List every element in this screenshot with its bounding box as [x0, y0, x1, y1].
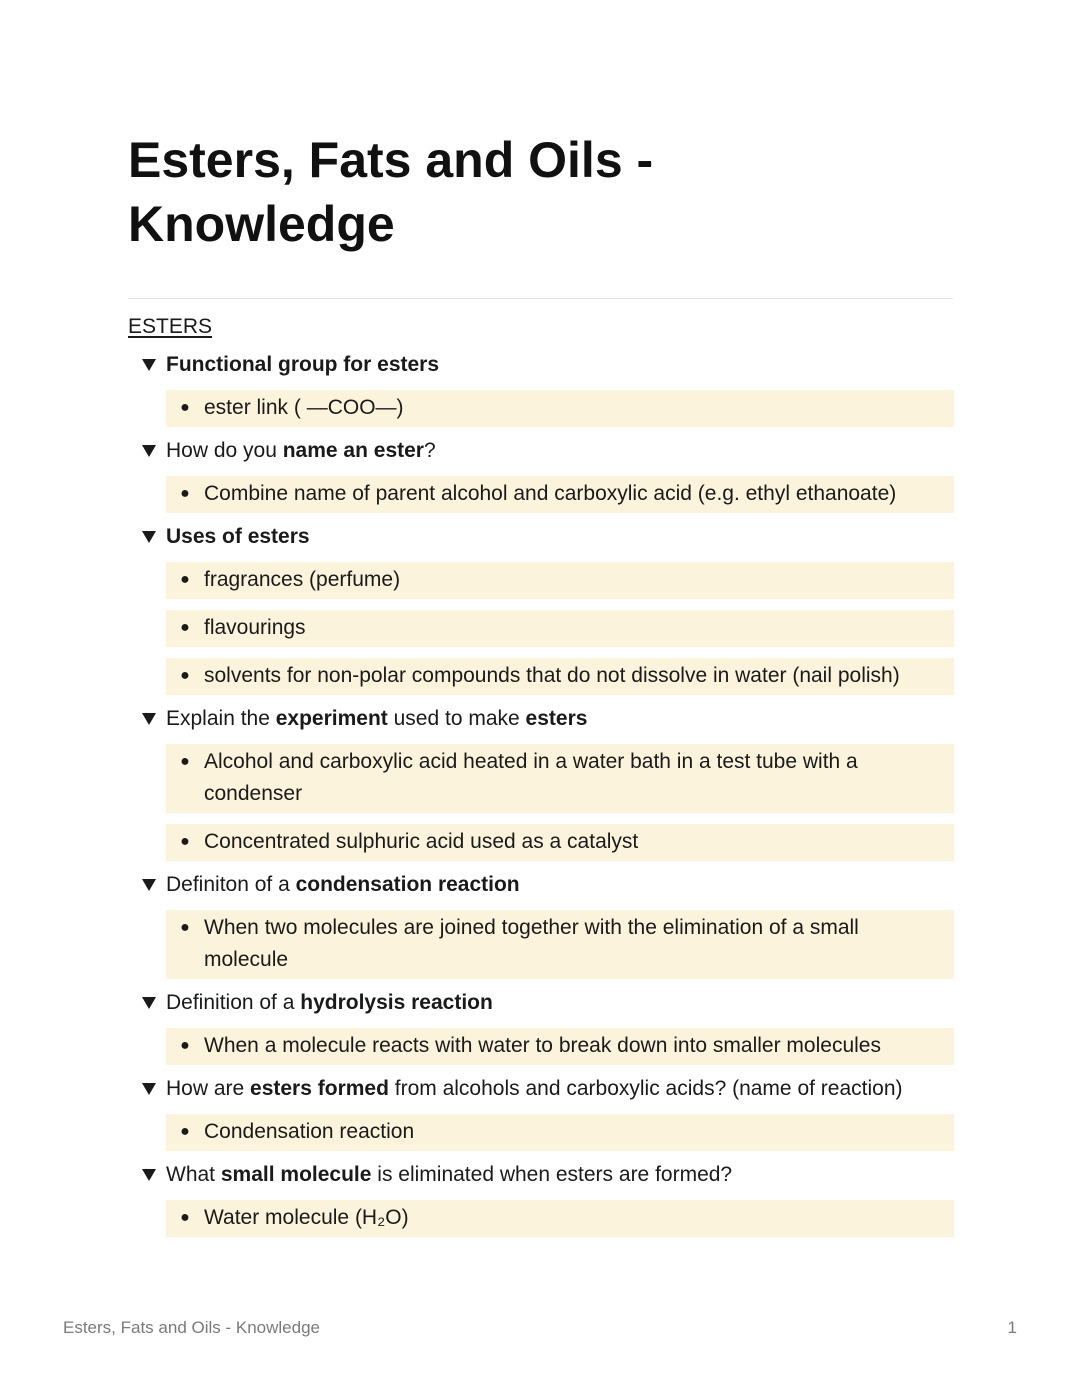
question-bold-part: experiment [275, 707, 388, 730]
answer-text: flavourings [204, 616, 306, 639]
question-bold-part: small molecule [220, 1163, 372, 1186]
answer-item [166, 824, 954, 861]
answer-item [166, 1114, 954, 1151]
answer-list [166, 910, 953, 979]
bullet-icon: ● [180, 1037, 190, 1054]
bullet-icon: ● [180, 1209, 190, 1226]
title-divider [128, 298, 953, 299]
answer-text: When a molecule reacts with water to break down into smaller molecules [204, 1034, 881, 1057]
toggle-arrow-icon[interactable] [142, 1169, 156, 1181]
toggle-arrow-icon[interactable] [142, 1083, 156, 1095]
answer-item [166, 910, 954, 979]
toggle-question[interactable] [140, 351, 953, 379]
answer-item [166, 562, 954, 599]
question-text [166, 705, 587, 733]
answer-list [166, 1114, 953, 1151]
title-line-2: Knowledge [128, 196, 395, 252]
toggle-arrow-icon[interactable] [142, 997, 156, 1009]
answer-item [166, 744, 954, 813]
answer-item [166, 1028, 954, 1065]
question-part: used to make [387, 707, 526, 730]
answer-list [166, 1200, 953, 1237]
answer-text: Concentrated sulphuric acid used as a catalyst [204, 830, 639, 853]
page-number: 1 [1007, 1318, 1017, 1337]
answer-text: fragrances (perfume) [204, 568, 401, 591]
question-text [166, 351, 439, 379]
bullet-icon: ● [180, 571, 190, 588]
bullet-icon: ● [180, 1123, 190, 1140]
question-part: is eliminated when esters are formed? [371, 1163, 733, 1186]
answer-item [166, 390, 954, 427]
toggle-arrow-icon[interactable] [142, 531, 156, 543]
question-text [166, 871, 520, 899]
answer-list [166, 744, 953, 861]
toggle-question[interactable] [140, 871, 953, 899]
question-bold-part: Uses of esters [166, 525, 310, 548]
page-title [128, 128, 953, 256]
toggle-question[interactable] [140, 1075, 953, 1103]
answer-list [166, 476, 953, 513]
answer-item [166, 610, 954, 647]
toggle-block [140, 1075, 953, 1151]
bullet-icon: ● [180, 833, 190, 850]
answer-item [166, 1200, 954, 1237]
toggle-question[interactable] [140, 437, 953, 465]
bullet-icon: ● [180, 619, 190, 636]
toggle-list [128, 351, 953, 1237]
question-bold-part: hydrolysis reaction [300, 991, 493, 1014]
toggle-block [140, 989, 953, 1065]
toggle-question[interactable] [140, 989, 953, 1017]
footer-title: Esters, Fats and Oils - Knowledge [63, 1318, 321, 1337]
question-part: Definiton of a [166, 873, 296, 896]
answer-text: When two molecules are joined together with the elimination of a small molecule [204, 916, 859, 971]
bullet-icon: ● [180, 399, 190, 416]
question-text [166, 437, 436, 465]
toggle-arrow-icon[interactable] [142, 879, 156, 891]
question-bold-part: esters formed [250, 1077, 389, 1100]
toggle-arrow-icon[interactable] [142, 359, 156, 371]
question-part: How are [166, 1077, 251, 1100]
question-part: What [166, 1163, 221, 1186]
toggle-block [140, 523, 953, 695]
answer-item [166, 476, 954, 513]
toggle-block [140, 871, 953, 979]
question-bold-part: name an ester [282, 439, 424, 462]
bullet-icon: ● [180, 667, 190, 684]
answer-item [166, 658, 954, 695]
bullet-icon: ● [180, 485, 190, 502]
question-text [166, 523, 310, 551]
answer-list [166, 390, 953, 427]
answer-list [166, 562, 953, 695]
toggle-question[interactable] [140, 705, 953, 733]
toggle-block [140, 705, 953, 861]
answer-text: Condensation reaction [204, 1120, 415, 1143]
toggle-block [140, 1161, 953, 1237]
question-text [166, 989, 493, 1017]
toggle-block [140, 351, 953, 427]
toggle-arrow-icon[interactable] [142, 713, 156, 725]
question-text [166, 1075, 903, 1103]
question-bold-part: Functional group for esters [166, 353, 440, 376]
toggle-arrow-icon[interactable] [142, 445, 156, 457]
question-part: from alcohols and carboxylic acids? (name of reaction) [388, 1077, 903, 1100]
page-footer [63, 1318, 1017, 1338]
question-part: How do you [166, 439, 283, 462]
toggle-question[interactable] [140, 523, 953, 551]
question-part: Definition of a [166, 991, 301, 1014]
answer-text: Alcohol and carboxylic acid heated in a water bath in a test tube with a condenser [204, 750, 858, 805]
title-line-1: Esters, Fats and Oils - [128, 132, 654, 188]
bullet-icon: ● [180, 753, 190, 770]
answer-list [166, 1028, 953, 1065]
answer-text: solvents for non-polar compounds that do not dissolve in water (nail polish) [204, 664, 900, 687]
question-bold-part: esters [525, 707, 588, 730]
question-bold-part: condensation reaction [295, 873, 520, 896]
question-text [166, 1161, 732, 1189]
page-content [128, 128, 953, 1237]
answer-text: Combine name of parent alcohol and carboxylic acid (e.g. ethyl ethanoate) [204, 482, 897, 505]
question-part: Explain the [166, 707, 276, 730]
question-part: ? [423, 439, 436, 462]
section-heading-esters: ESTERS [128, 315, 213, 338]
toggle-block [140, 437, 953, 513]
answer-text: Water molecule (H₂O) [204, 1206, 409, 1229]
toggle-question[interactable] [140, 1161, 953, 1189]
bullet-icon: ● [180, 919, 190, 936]
answer-text: ester link ( —COO—) [204, 396, 404, 419]
